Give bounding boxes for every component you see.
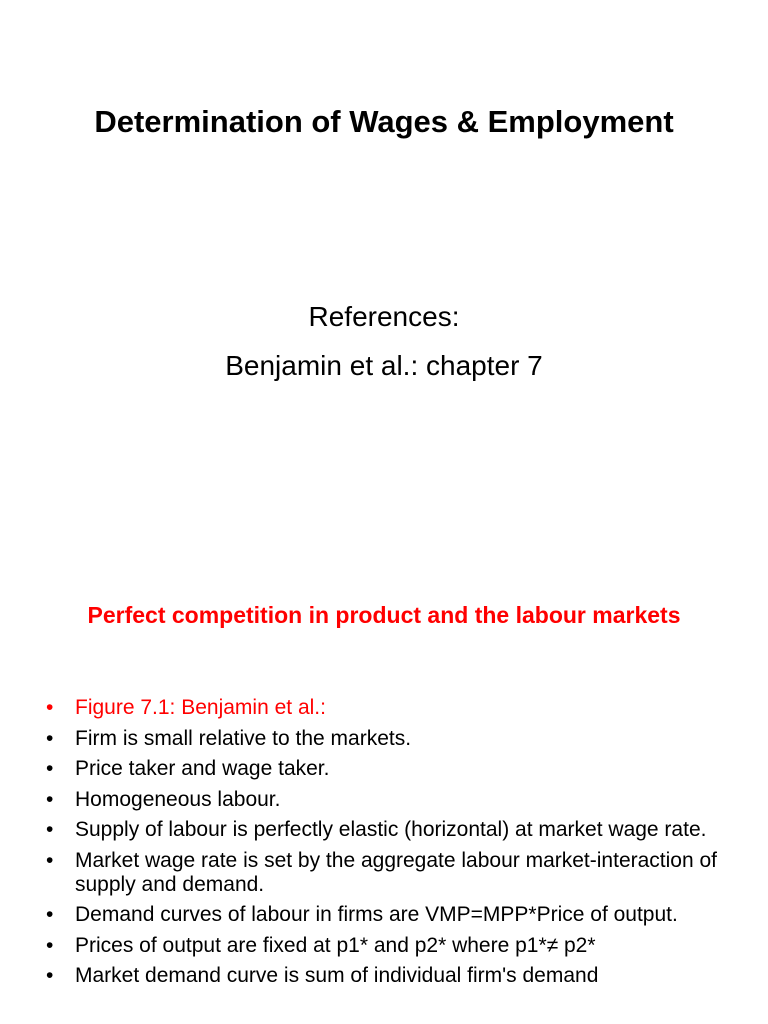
- bullet-item: [46, 727, 736, 751]
- bullet-list: [46, 696, 736, 995]
- references-block: [0, 292, 768, 390]
- slide-perfect-competition: [0, 512, 768, 1024]
- bullet-item: [46, 696, 736, 720]
- bullet-text: Market wage rate is set by the aggregate labour market-interaction of supply and demand.: [75, 848, 717, 896]
- bullet-item: [46, 849, 736, 897]
- slide-heading: Perfect competition in product and the labour markets: [87, 602, 681, 628]
- bullet-icon: •: [46, 848, 54, 872]
- bullet-icon: •: [46, 696, 54, 719]
- bullet-item: [46, 903, 736, 927]
- bullet-item: [46, 818, 736, 842]
- references-heading: References:: [308, 301, 460, 332]
- bullet-icon: •: [46, 787, 54, 811]
- page-title: Determination of Wages & Employment: [94, 104, 674, 139]
- bullet-icon: •: [46, 757, 54, 780]
- bullet-icon: •: [46, 964, 54, 987]
- bullet-item: [46, 757, 736, 781]
- bullet-text: Market demand curve is sum of individual firm's demand: [75, 964, 599, 987]
- bullet-text: Demand curves of labour in firms are VMP=MPP*Price of output.: [75, 903, 678, 926]
- bullet-text: Homogeneous labour.: [75, 787, 281, 811]
- bullet-item: [46, 788, 736, 812]
- bullet-icon: •: [46, 933, 54, 957]
- bullet-text: Firm is small relative to the markets.: [75, 726, 412, 750]
- bullet-text: Supply of labour is perfectly elastic (horizontal) at market wage rate.: [75, 818, 707, 841]
- bullet-icon: •: [46, 818, 54, 841]
- bullet-icon: •: [46, 903, 54, 926]
- bullet-icon: •: [46, 726, 54, 750]
- bullet-item: [46, 934, 736, 958]
- bullet-text: Figure 7.1: Benjamin et al.:: [75, 696, 326, 719]
- bullet-item: [46, 964, 736, 988]
- bullet-text: Prices of output are fixed at p1* and p2* where p1*≠ p2*: [75, 933, 596, 957]
- references-item: Benjamin et al.: chapter 7: [225, 350, 543, 381]
- bullet-text: Price taker and wage taker.: [75, 757, 330, 780]
